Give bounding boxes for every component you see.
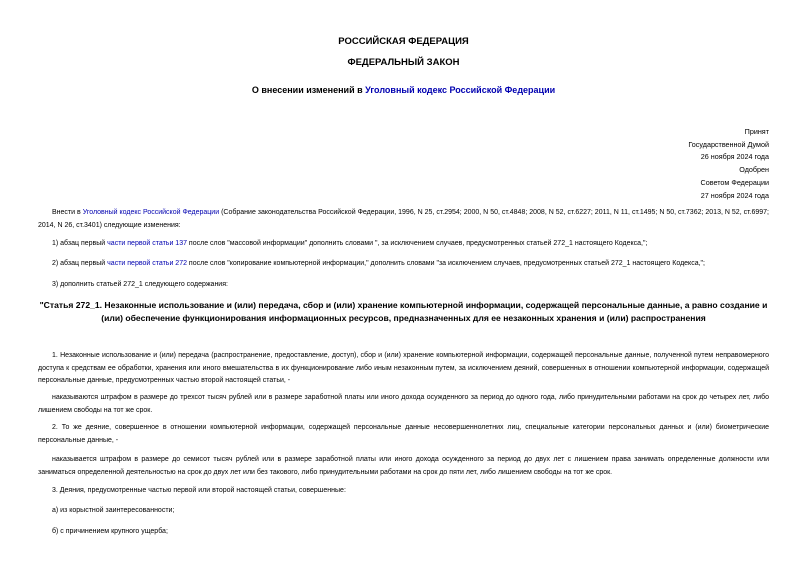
adoption-line: Одобрен [739,165,769,175]
body-paragraph: наказываются штрафом в размере до трехсот тысяч рублей или в размере заработной платы или иного дохода осужденного за период до одного года, либо принудительными работами на срок до четырех лет, либо лишением свободы на тот же срок. [38,394,769,414]
body-paragraph: 1. Незаконные использование и (или) передача (распространение, предоставление, доступ), сбор и (или) хранение компьютерной информации, содержащей персональные данные, полученной путем неправомерного доступа к средствам ее обработки, хранения или иного вмешательства в их функционирование либо иным незаконным путем, за исключением деяний, совершенных в отношении компьютерной информации, содержащей персональные данные, предусмотренных частью второй настоящей статьи, - [38,352,769,385]
body-paragraph: 3. Деяния, предусмотренные частью первой или второй настоящей статьи, совершенные: [52,487,346,494]
item2-suffix: после слов "копирование компьютерной информации," дополнить словами "за исключением случаев, предусмотренных статьей 272_1 настоящего Кодекса,"; [186,260,705,267]
item2-prefix: 2) абзац первый [52,260,108,267]
criminal-code-link[interactable]: Уголовный кодекс Российской Федерации [82,209,220,216]
body-paragraph: а) из корыстной заинтересованности; [52,507,175,514]
law-type-heading: ФЕДЕРАЛЬНЫЙ ЗАКОН [347,57,460,68]
article-272-link[interactable]: части первой статьи 272 [107,260,187,267]
country-heading: РОССИЙСКАЯ ФЕДЕРАЦИЯ [338,36,469,47]
intro-prefix: Внести в [52,209,83,216]
article-title: "Статья 272_1. Незаконные использование и (или) передача, сбор и (или) хранение компьютерной информации, содержащей персональные данные, а равно создание и (или) обеспечение функционирования информационных ресурсов, предназначенных для ее незаконных хранения и (или) распространения [39,300,768,323]
law-title-prefix: О внесении изменений в [251,85,366,95]
item1-suffix: после слов "массовой информации" дополнить словами ", за исключением случаев, предусмотренных статьей 272_1 настоящего Кодекса,"; [186,240,648,247]
intro-paragraph [38,207,769,232]
adoption-line: Советом Федерации [700,177,769,187]
adoption-line: 26 ноября 2024 года [700,152,769,162]
body-paragraph: б) с причинением крупного ущерба; [52,528,168,535]
article-137-link[interactable]: части первой статьи 137 [107,240,187,247]
law-title [0,85,807,95]
amendment-item-1 [38,238,769,251]
criminal-code-link[interactable]: Уголовный кодекс Российской Федерации [365,85,556,95]
intro-suffix: (Собрание законодательства Российской Федерации, 1996, N 25, ст.2954; 2000, N 50, ст.4848; 2008, N 52, ст.6227; 2011, N 11, ст.1495; N 50, ст.7362; 2013, N 52, ст.6997; 2014, N 26, ст.3401) следующие изменения: [38,209,769,229]
amendment-item-3: 3) дополнить статьей 272_1 следующего содержания: [52,281,228,288]
body-paragraph: 2. То же деяние, совершенное в отношении компьютерной информации, содержащей персональные данные несовершеннолетних лиц, специальные категории персональных данных и (или) биометрические персональные данные, - [38,424,769,444]
adoption-line: 27 ноября 2024 года [700,190,769,200]
adoption-line: Государственной Думой [688,139,769,149]
amendment-item-2 [38,258,769,271]
body-paragraph: наказывается штрафом в размере до семисот тысяч рублей или в размере заработной платы или иного дохода осужденного за период до двух лет с лишением права занимать определенные должности или заниматься определенной деятельностью на срок до двух лет или без такового, либо принудительными работами на срок до пяти лет, либо лишением свободы на тот же срок. [38,456,769,476]
adoption-line: Принят [744,127,769,136]
item1-prefix: 1) абзац первый [52,240,108,247]
adoption-block [688,126,769,202]
